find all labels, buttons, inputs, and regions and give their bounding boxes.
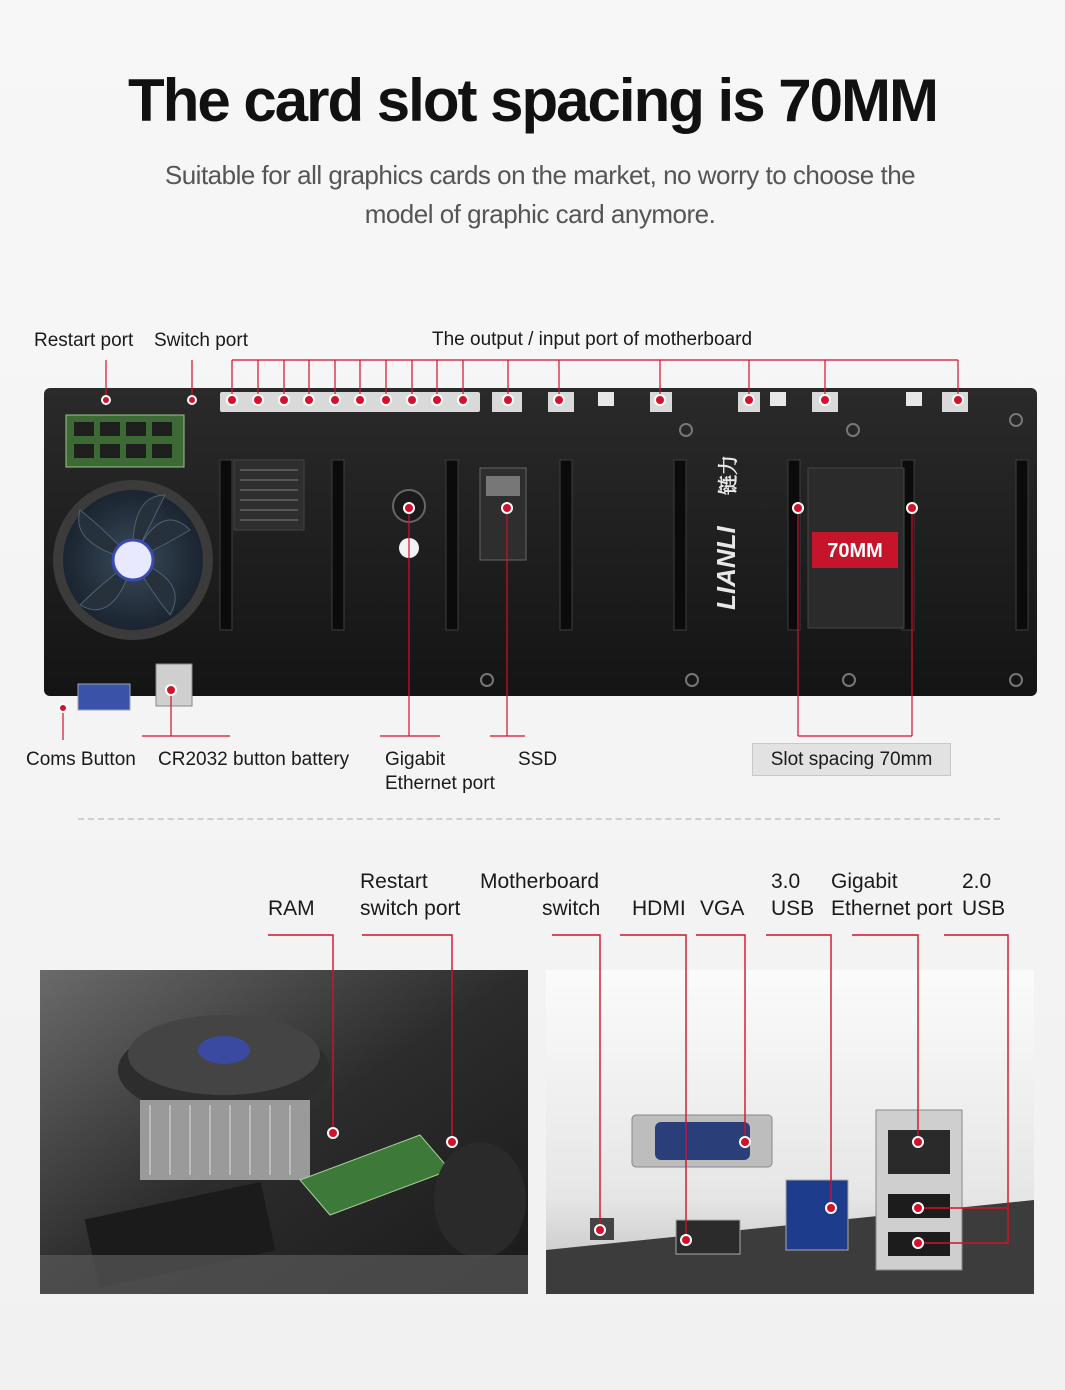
ram-module-icon <box>66 415 184 467</box>
page-title: The card slot spacing is 70MM <box>128 67 937 134</box>
label-restart-port: Restart port <box>34 330 134 351</box>
label-mb-switch-line-2: switch <box>542 897 601 920</box>
label-hdmi: HDMI <box>632 897 686 920</box>
label-ssd: SSD <box>518 749 558 770</box>
label-usb3-line-2: USB <box>771 897 815 920</box>
label-usb3-line-1: 3.0 <box>771 870 801 893</box>
label-io-ports: The output / input port of motherboard <box>432 329 753 350</box>
label-ethernet-line-1: Gigabit <box>385 749 446 770</box>
label-restart-line-1: Restart <box>360 870 428 893</box>
subtitle-line-1: Suitable for all graphics cards on the market, no worry to choose the <box>164 160 916 190</box>
board-brand: LIANLI <box>711 526 741 610</box>
label-usb2-line-1: 2.0 <box>962 870 992 893</box>
label-ram: RAM <box>268 897 315 920</box>
label-gbe-line-2: Ethernet port <box>831 897 953 920</box>
slot-spacing-badge: Slot spacing 70mm <box>752 743 951 776</box>
board-brand-cn: 链力 <box>716 455 740 495</box>
label-mb-switch-line-1: Motherboard <box>480 870 600 893</box>
fan-icon <box>53 480 213 640</box>
label-ethernet-line-2: Ethernet port <box>385 773 495 794</box>
label-vga: VGA <box>700 897 745 920</box>
label-usb2-line-2: USB <box>962 897 1006 920</box>
label-coms-button: Coms Button <box>26 749 136 770</box>
photo-right <box>546 970 1034 1294</box>
photo-left <box>40 970 528 1294</box>
section-divider <box>78 818 1000 820</box>
spacing-tag: 70MM <box>827 540 883 562</box>
label-switch-port: Switch port <box>154 330 248 351</box>
label-gbe-line-1: Gigabit <box>831 870 898 893</box>
label-battery: CR2032 button battery <box>158 749 350 770</box>
motherboard-board <box>44 388 1037 710</box>
label-restart-line-2: switch port <box>360 897 461 920</box>
subtitle-line-2: model of graphic card anymore. <box>364 199 716 229</box>
